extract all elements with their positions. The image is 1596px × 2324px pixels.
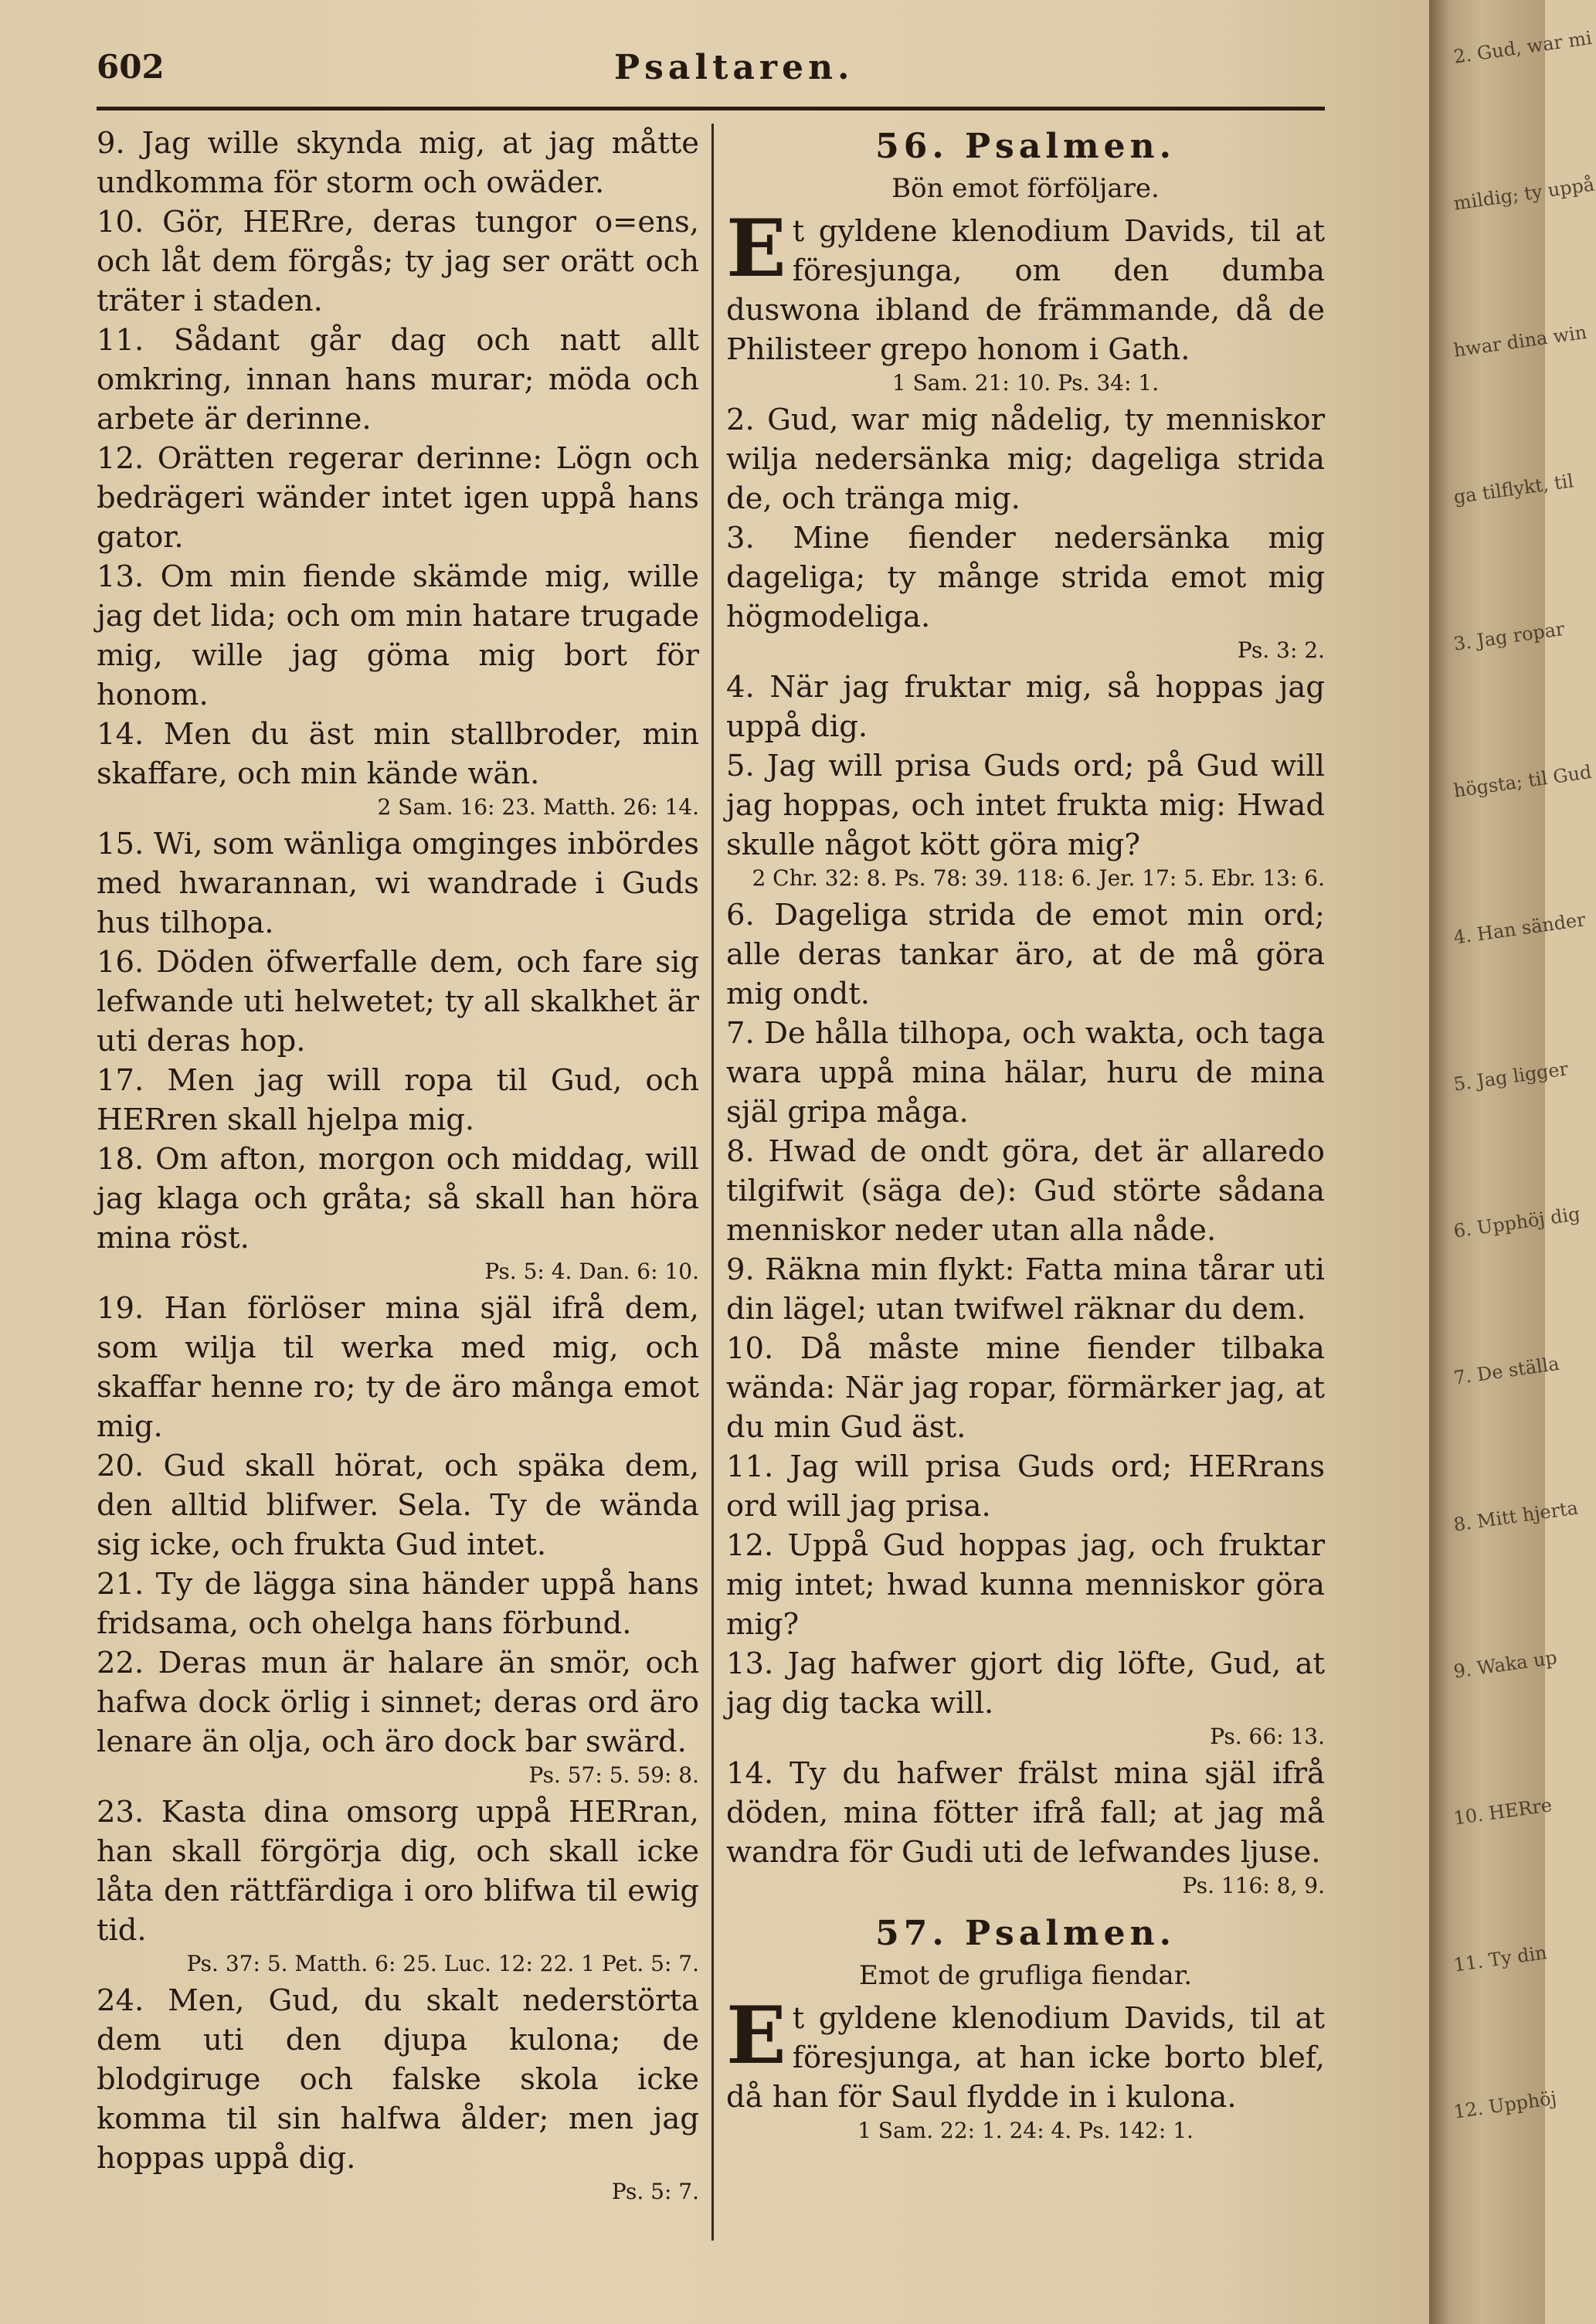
running-title: Psaltaren. xyxy=(614,48,854,87)
left-reference: Ps. 57: 5. 59: 8. xyxy=(528,1762,699,1788)
left-verse: 12. Orätten regerar derinne: Lögn och bedrägeri wänder intet igen uppå hans gator. xyxy=(97,441,699,555)
page-number: 602 xyxy=(97,48,165,86)
psalm-56-title: 56. Psalmen. xyxy=(875,127,1176,166)
left-verse: 14. Men du äst min stallbroder, min skaffare, och min kände wän. xyxy=(97,717,699,791)
psalm-56-intro-ref: 1 Sam. 21: 10. Ps. 34: 1. xyxy=(891,370,1160,396)
psalm-57-intro-text: t gyldene klenodium Davids, til at föresjunga, at han icke borto blef, då han för Saul flydde in i kulona. xyxy=(726,2001,1325,2115)
left-verse: 24. Men, Gud, du skalt nederstörta dem uti den djupa kulona; de blodgiruge och falske skola icke komma til sin halfwa ålder; men jag hoppas uppå dig. xyxy=(97,1983,699,2176)
left-verse: 13. Om min fiende skämde mig, wille jag det lida; och om min hatare trugade mig, wille jag göma mig bort för honom. xyxy=(97,559,699,712)
psalm-56-intro xyxy=(726,202,1325,369)
psalm-57-subtitle: Emot de grufliga fiendar. xyxy=(858,1960,1193,1991)
header-rule xyxy=(97,107,1325,110)
psalm-56-verse: 8. Hwad de ondt göra, det är allaredo tilgifwit (säga de): Gud störte sådana menniskor neder utan alla nåde. xyxy=(726,1134,1325,1248)
psalm-56-verse: 6. Dageliga strida de emot min ord; alle deras tankar äro, at de må göra mig ondt. xyxy=(726,898,1325,1011)
adjacent-page-fragment: 4. Han sänder xyxy=(1452,909,1588,949)
adjacent-page-fragment: hwar dina win xyxy=(1452,321,1588,362)
adjacent-page-fragment: 10. HERre xyxy=(1452,1794,1554,1830)
page-header xyxy=(97,48,1333,102)
left-verse: 23. Kasta dina omsorg uppå HERran, han skall förgörja dig, och skall icke låta den rättfärdiga i oro blifwa til ewig tid. xyxy=(97,1795,699,1948)
left-reference: Ps. 5: 4. Dan. 6: 10. xyxy=(484,1259,699,1284)
left-reference: Ps. 5: 7. xyxy=(611,2179,699,2204)
left-reference: Ps. 37: 5. Matth. 6: 25. Luc. 12: 22. 1 Pet. 5: 7. xyxy=(186,1951,699,1976)
adjacent-page-fragment: 2. Gud, war mi xyxy=(1452,26,1594,68)
psalm-56-initial: E xyxy=(726,202,786,295)
adjacent-page-fragment: högsta; til Gud xyxy=(1452,760,1594,802)
left-verse: 10. Gör, HERre, deras tungor o=ens, och låt dem förgås; ty jag ser orätt och träter i staden. xyxy=(97,205,699,318)
psalm-56-verse: 4. När jag fruktar mig, så hoppas jag uppå dig. xyxy=(726,670,1325,744)
left-verse: 9. Jag wille skynda mig, at jag måtte undkomma för storm och owäder. xyxy=(97,126,699,200)
psalm-57-intro xyxy=(726,1989,1325,2117)
left-verse: 20. Gud skall hörat, och späka dem, den alltid blifwer. Sela. Ty de wända sig icke, och frukta Gud intet. xyxy=(97,1449,699,1562)
psalm-57-intro-ref: 1 Sam. 22: 1. 24: 4. Ps. 142: 1. xyxy=(857,2118,1194,2143)
adjacent-page-fragment: mildig; ty uppå xyxy=(1452,173,1596,215)
psalm-56-verse: 7. De hålla tilhopa, och wakta, och taga wara uppå mina hälar, huru de mina själ gripa måga. xyxy=(726,1016,1325,1130)
left-verse: 22. Deras mun är halare än smör, och hafwa dock örlig i sinnet; deras ord äro lenare än olja, och äro dock bar swärd. xyxy=(97,1646,699,1759)
psalm-56-verse: 11. Jag will prisa Guds ord; HERrans ord will jag prisa. xyxy=(726,1449,1325,1524)
psalm-56-intro-text: t gyldene klenodium Davids, til at föresjunga, om den dumba duswona ibland de främmande, då de Philisteer grepo honom i Gath. xyxy=(726,214,1325,367)
left-verse: 15. Wi, som wänliga omginges inbördes med hwarannan, wi wandrade i Guds hus tilhopa. xyxy=(97,827,699,940)
left-verse: 17. Men jag will ropa til Gud, och HERren skall hjelpa mig. xyxy=(97,1063,699,1137)
psalm-56-subtitle: Bön emot förföljare. xyxy=(891,173,1160,204)
adjacent-page-fragment: 5. Jag ligger xyxy=(1452,1058,1570,1096)
psalm-57-title: 57. Psalmen. xyxy=(875,1914,1176,1953)
psalm-57-initial: E xyxy=(726,1989,786,2082)
adjacent-page-edge xyxy=(1429,0,1596,2324)
left-column xyxy=(97,124,699,2209)
psalm-56-verse: 14. Ty du hafwer frälst mina själ ifrå döden, mina fötter ifrå fall; at jag må wandra för Gudi uti de lefwandes ljuse. xyxy=(726,1756,1325,1870)
adjacent-page-fragment: ga tilflykt, til xyxy=(1452,470,1575,508)
psalm-56-verse: 2. Gud, war mig nådelig, ty menniskor wilja nedersänka mig; dageliga strida de, och tränga mig. xyxy=(726,403,1325,516)
left-verse: 21. Ty de lägga sina händer uppå hans fridsama, och ohelga hans förbund. xyxy=(97,1567,699,1641)
psalm-56-verse: 5. Jag will prisa Guds ord; på Gud will jag hoppas, och intet frukta mig: Hwad skulle något kött göra mig? xyxy=(726,749,1325,862)
psalm-56-verse: 13. Jag hafwer gjort dig löfte, Gud, at jag dig tacka will. xyxy=(726,1646,1325,1721)
psalm-56-verse: 12. Uppå Gud hoppas jag, och fruktar mig intet; hwad kunna menniskor göra mig? xyxy=(726,1528,1325,1642)
left-verse: 18. Om afton, morgon och middag, will jag klaga och gråta; så skall han höra mina röst. xyxy=(97,1142,699,1255)
column-divider xyxy=(711,124,714,2241)
psalm-56-reference: Ps. 116: 8, 9. xyxy=(1182,1873,1325,1898)
adjacent-page-fragment: 7. De ställa xyxy=(1452,1352,1561,1389)
psalm-56-verse: 9. Räkna min flykt: Fatta mina tårar uti din lägel; utan twifwel räknar du dem. xyxy=(726,1252,1325,1327)
psalm-56-reference: Ps. 3: 2. xyxy=(1237,637,1325,663)
psalm-56-reference: 2 Chr. 32: 8. Ps. 78: 39. 118: 6. Jer. 17: 5. Ebr. 13: 6. xyxy=(752,865,1325,891)
adjacent-page-fragment: 3. Jag ropar xyxy=(1452,617,1567,655)
adjacent-page-fragment: 8. Mitt hjerta xyxy=(1452,1497,1580,1536)
adjacent-page-fragment: 6. Upphöj dig xyxy=(1452,1203,1582,1242)
adjacent-page-fragment: 9. Waka up xyxy=(1452,1646,1559,1683)
psalm-56-verses xyxy=(726,400,1325,1900)
left-verse: 16. Döden öfwerfalle dem, och fare sig lefwande uti helwetet; ty all skalkhet är uti deras hop. xyxy=(97,945,699,1058)
adjacent-page-fragment: 12. Upphöj xyxy=(1452,2087,1558,2123)
psalm-56-reference: Ps. 66: 13. xyxy=(1210,1724,1325,1749)
adjacent-page-fragment: 11. Ty din xyxy=(1452,1942,1549,1976)
right-column xyxy=(726,124,1325,2148)
psalm-56-verse: 10. Då måste mine fiender tilbaka wända: När jag ropar, förmärker jag, at du min Gud äst. xyxy=(726,1331,1325,1445)
psalm-56-verse: 3. Mine fiender nedersänka mig dageliga; ty månge strida emot mig högmodeliga. xyxy=(726,521,1325,634)
left-reference: 2 Sam. 16: 23. Matth. 26: 14. xyxy=(377,794,699,820)
left-verse: 11. Sådant går dag och natt allt omkring, innan hans murar; möda och arbete är derinne. xyxy=(97,323,699,437)
left-verse: 19. Han förlöser mina själ ifrå dem, som wilja til werka med mig, och skaffar henne ro; ty de äro många emot mig. xyxy=(97,1291,699,1444)
